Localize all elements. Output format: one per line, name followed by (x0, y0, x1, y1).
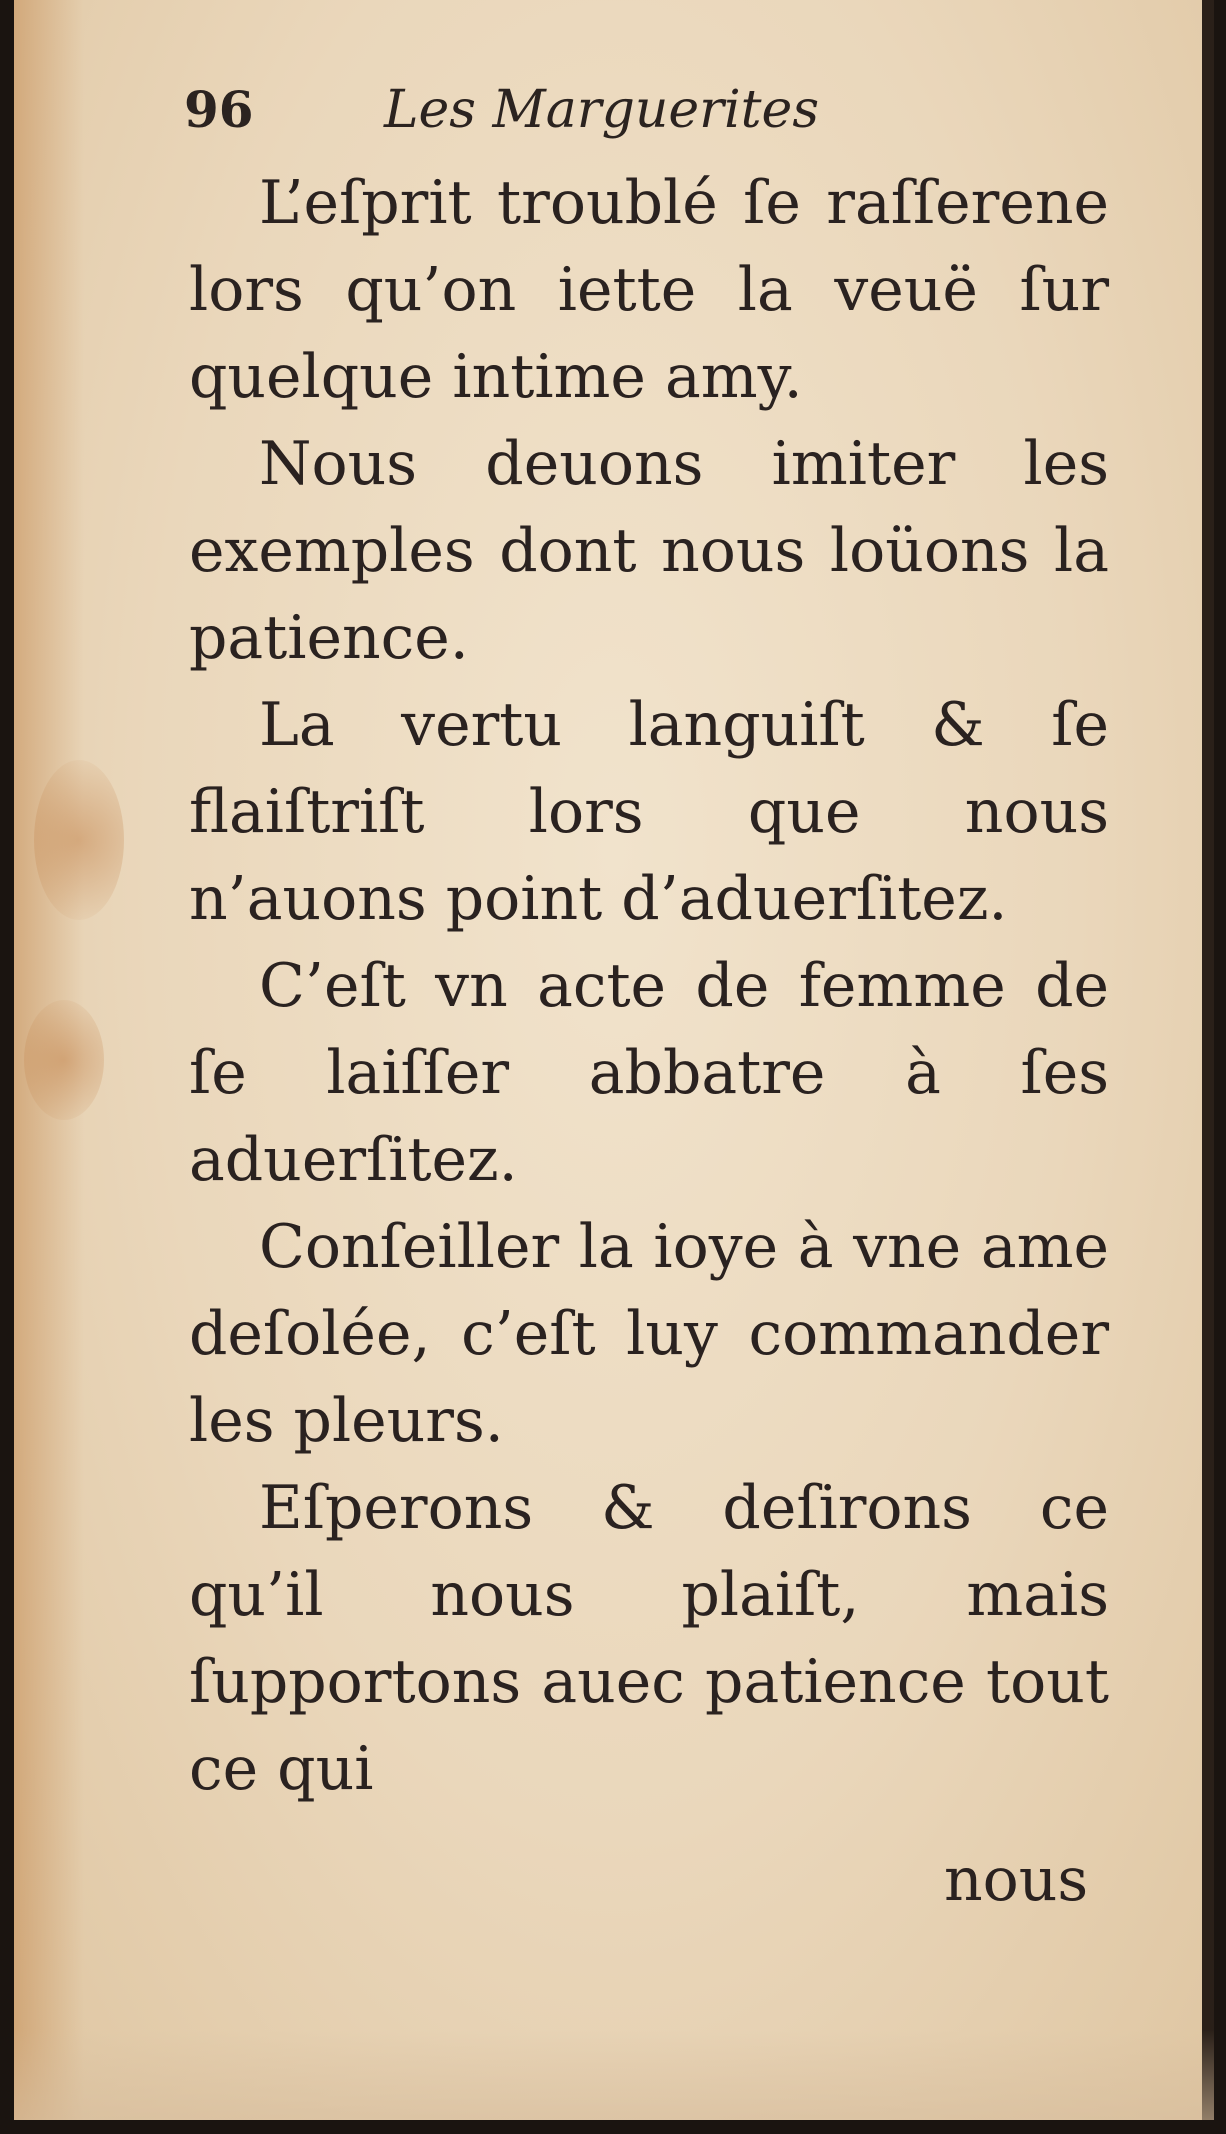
maxims-text (189, 160, 1109, 1813)
catchword: nous (944, 1845, 1089, 1915)
page-stain-spot (34, 760, 124, 920)
running-title: Les Marguerites (384, 80, 820, 140)
page-stain-spot (24, 1000, 104, 1120)
maxim-paragraph: Conſeiller la ioye à vne ame deſolée, c’eſt luy commander les pleurs. (189, 1212, 1109, 1456)
page-header (164, 80, 1064, 160)
page-bottom-margin (14, 2030, 1214, 2120)
maxim-paragraph: Eſperons & deſirons ce qu’il nous plaiſt, mais ſupportons auec patience tout ce qui (189, 1473, 1109, 1804)
maxim-paragraph: Nous deuons imiter les exemples dont nous loüons la patience. (189, 429, 1109, 673)
maxim-paragraph: La vertu languiſt & ſe flaiſtriſt lors que nous n’auons point d’aduerſitez. (189, 690, 1109, 934)
page-edge (1202, 0, 1214, 2120)
page-number: 96 (184, 80, 254, 139)
maxim-paragraph: L’eſprit troublé ſe raſſerene lors qu’on iette la veuë ſur quelque intime amy. (189, 168, 1109, 412)
book-page (14, 0, 1214, 2120)
maxim-paragraph: C’eſt vn acte de femme de ſe laiſſer abbatre à ſes aduerſitez. (189, 951, 1109, 1195)
